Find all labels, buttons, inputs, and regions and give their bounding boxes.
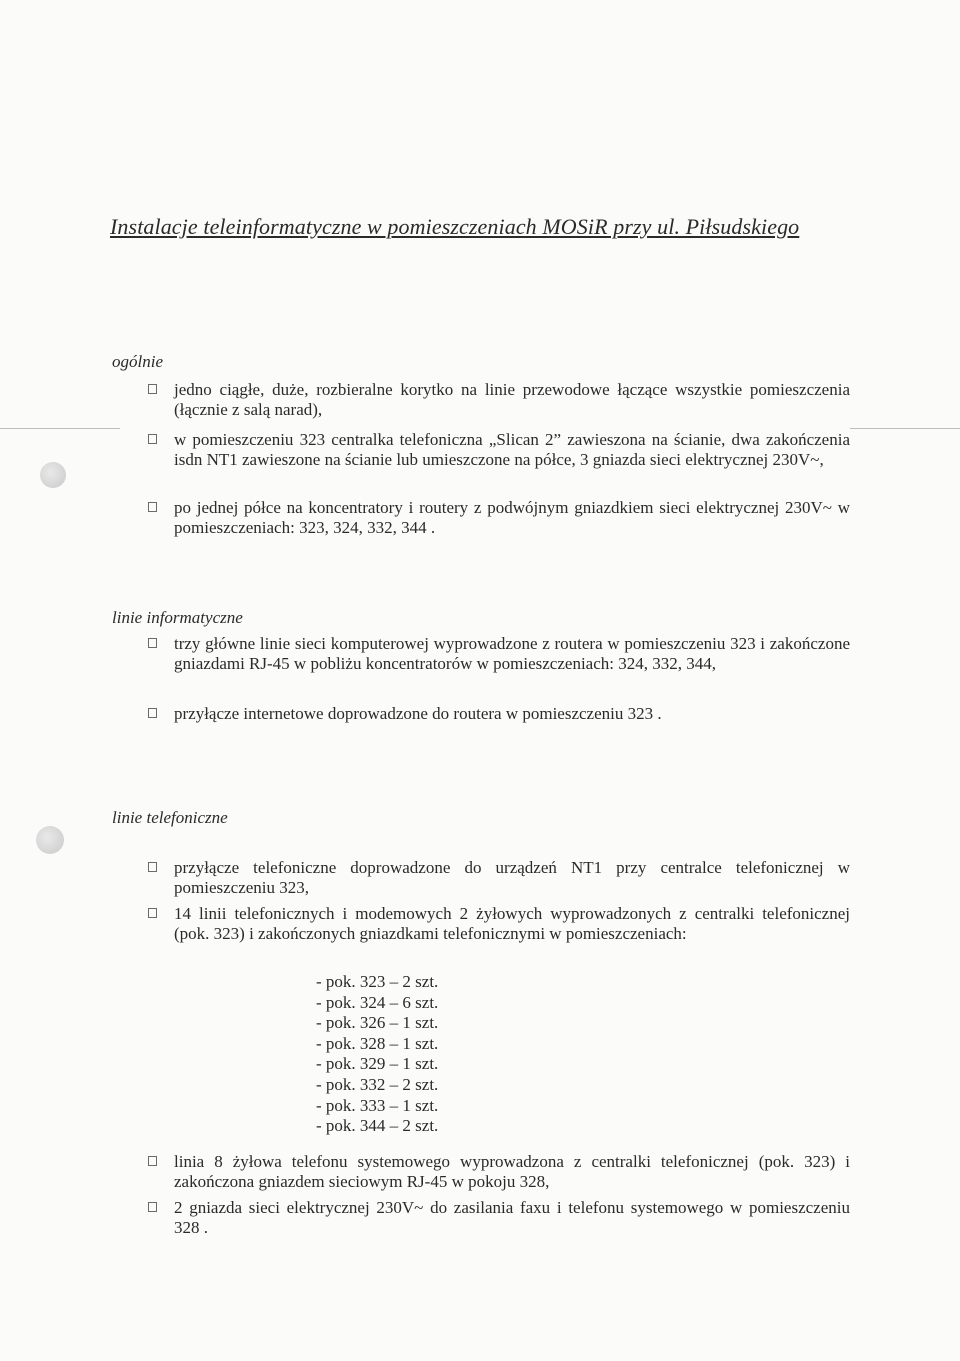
room-list-item: - pok. 329 – 1 szt. <box>316 1054 439 1074</box>
room-list-item: - pok. 323 – 2 szt. <box>316 972 439 991</box>
room-list-item: - pok. 324 – 6 szt. <box>316 992 439 1012</box>
list-item: linia 8 żyłowa telefonu systemowego wyprowadzona z centralki telefonicznej (pok. 323) i zakończona gniazdem sieciowym RJ-45 w pokoju 328, <box>148 1152 850 1192</box>
scan-artifact-line <box>850 428 960 429</box>
checkbox-bullet-icon <box>148 908 157 918</box>
checkbox-bullet-icon <box>148 1156 157 1166</box>
list-item: 14 linii telefonicznych i modemowych 2 żyłowych wyprowadzonych z centralki telefonicznej (pok. 323) i zakończonych gniazdkami telefonicznymi w pomieszczeniach: <box>148 904 850 944</box>
list-item: po jednej półce na koncentratory i routery z podwójnym gniazdkiem sieci elektrycznej 230V~ w pomieszczeniach: 323, 324, 332, 344 . <box>148 498 850 538</box>
section-heading-ogolnie: ogólnie <box>112 352 163 371</box>
checkbox-bullet-icon <box>148 384 157 394</box>
room-list-item: - pok. 328 – 1 szt. <box>316 1033 439 1053</box>
list-item: trzy główne linie sieci komputerowej wyprowadzone z routera w pomieszczeniu 323 i zakończone gniazdami RJ-45 w pobliżu koncentratorów w pomieszczeniach: 324, 332, 344, <box>148 634 850 674</box>
punch-hole-mark <box>40 462 66 488</box>
section-heading-informatyczne: linie informatyczne <box>112 608 243 627</box>
checkbox-bullet-icon <box>148 502 157 512</box>
checkbox-bullet-icon <box>148 1202 157 1212</box>
list-item: w pomieszczeniu 323 centralka telefoniczna „Slican 2” zawieszona na ścianie, dwa zakończenia isdn NT1 zawieszone na ścianie lub umieszczone na półce, 3 gniazda sieci elektrycznej 230V~, <box>148 430 850 470</box>
punch-hole-mark <box>36 826 64 854</box>
room-list-item: - pok. 326 – 1 szt. <box>316 1013 439 1033</box>
checkbox-bullet-icon <box>148 638 157 648</box>
room-list-item: - pok. 332 – 2 szt. <box>316 1074 439 1094</box>
list-item: jedno ciągłe, duże, rozbieralne korytko na linie przewodowe łączące wszystkie pomieszczenia (łącznie z salą narad), <box>148 380 850 420</box>
scan-artifact-line <box>0 428 120 429</box>
list-item: 2 gniazda sieci elektrycznej 230V~ do zasilania faxu i telefonu systemowego w pomieszczeniu 328 . <box>148 1198 850 1238</box>
room-list-item: - pok. 344 – 2 szt. <box>316 1116 439 1136</box>
checkbox-bullet-icon <box>148 434 157 444</box>
section-heading-telefoniczne: linie telefoniczne <box>112 808 228 827</box>
room-list-item: - pok. 333 – 1 szt. <box>316 1095 439 1115</box>
checkbox-bullet-icon <box>148 862 157 872</box>
list-item: przyłącze telefoniczne doprowadzone do urządzeń NT1 przy centralce telefonicznej w pomieszczeniu 323, <box>148 858 850 898</box>
checkbox-bullet-icon <box>148 708 157 718</box>
room-socket-list <box>316 972 438 1137</box>
document-title: Instalacje teleinformatyczne w pomieszczeniach MOSiR przy ul. Piłsudskiego <box>110 214 800 239</box>
list-item: przyłącze internetowe doprowadzone do routera w pomieszczeniu 323 . <box>148 704 850 724</box>
